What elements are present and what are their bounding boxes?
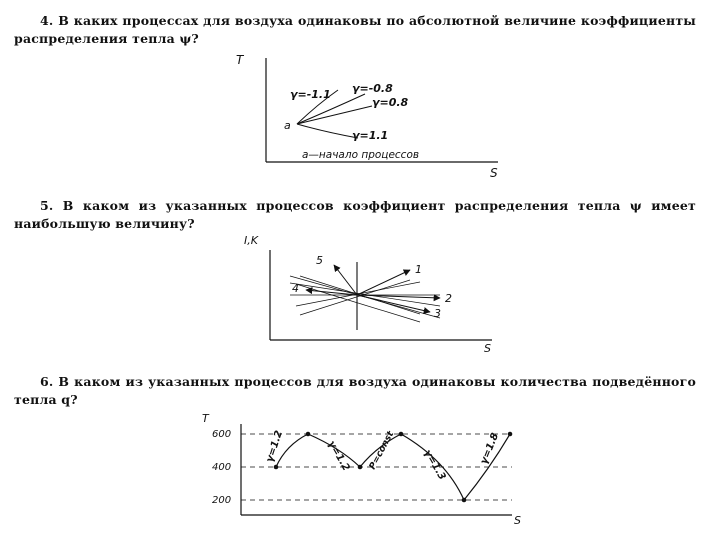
state-point	[399, 432, 404, 437]
process-label: γ=-0.8	[352, 82, 393, 95]
state-point	[274, 465, 279, 470]
process-label: 2	[445, 292, 452, 305]
process-label: 4	[292, 282, 299, 295]
figure-q5	[244, 234, 492, 355]
question-5-text: 5. В каком из указанных процессов коэффициент распределения тепла ψ имеет наибольшую величину?	[14, 198, 696, 231]
figure-q6	[202, 412, 521, 527]
question-4-text: 4. В каких процессах для воздуха одинаковы по абсолютной величине коэффициенты распределения тепла ψ?	[14, 13, 696, 46]
tick-label: 400	[212, 462, 232, 473]
process-label: γ=1.8	[478, 431, 502, 467]
state-point	[306, 432, 311, 437]
axis-label-y: I,K	[244, 234, 258, 247]
process-line	[300, 280, 410, 315]
figure-q4	[236, 53, 498, 180]
tick-label: 600	[212, 429, 232, 440]
state-point	[508, 432, 513, 437]
process-label: γ=1.3	[421, 448, 448, 482]
question-6-text: 6. В каком из указанных процессов для воздуха одинаковы количества подведённого тепла q?	[14, 374, 696, 407]
process-label: γ=1.1	[352, 129, 389, 142]
figure-caption: а—начало процессов	[302, 149, 420, 161]
process-line	[296, 284, 420, 322]
process-line	[297, 106, 372, 124]
axis-label-x: S	[514, 514, 521, 527]
point-label-a: a	[284, 119, 291, 132]
state-point	[462, 498, 467, 503]
state-point	[358, 465, 363, 470]
axis-label-y: T	[202, 412, 209, 425]
axis-label-y: T	[236, 53, 244, 67]
process-label: γ=0.8	[372, 96, 409, 109]
process-label: γ=1.2	[264, 429, 286, 464]
process-line	[297, 124, 358, 138]
process-label: γ=1.2	[325, 439, 352, 473]
process-label: 3	[434, 307, 441, 320]
axis-label-x: S	[484, 342, 491, 355]
process-label: 5	[316, 254, 323, 267]
axis-label-x: S	[490, 166, 498, 180]
tick-label: 200	[212, 495, 232, 506]
process-label: 1	[415, 263, 422, 276]
process-label: P=const	[367, 429, 397, 472]
process-label: γ=-1.1	[290, 88, 331, 101]
